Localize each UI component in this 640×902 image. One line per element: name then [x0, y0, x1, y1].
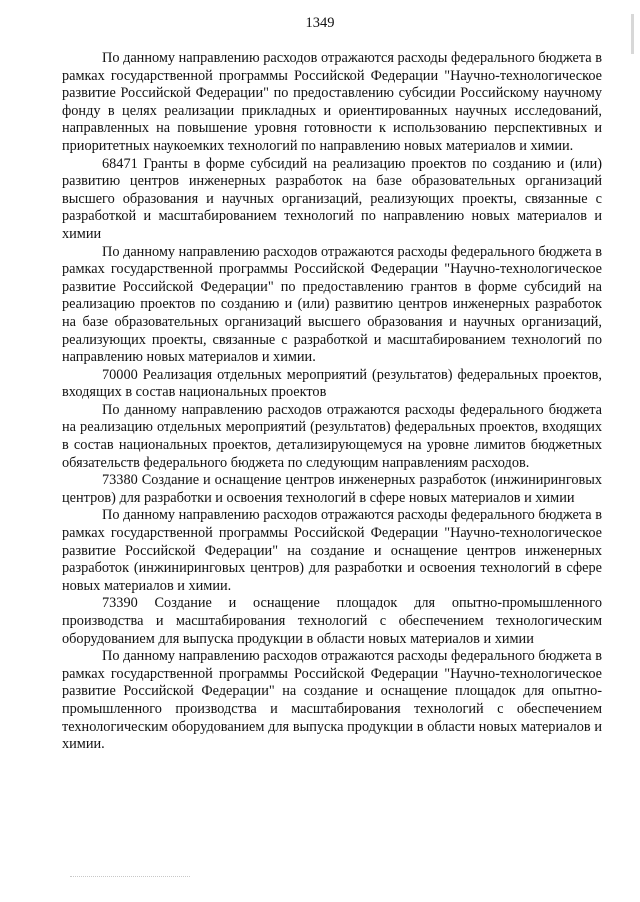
paragraph-5: По данному направлению расходов отражаются расходы федерального бюджета на реализацию отдельных мероприятий (результатов) федеральных проектов, входящих в состав национальных проектов, детализирующемуся на уровне лимитов бюджетных обязательств федерального бюджета по следующим направлениям расходов.: [62, 401, 602, 471]
document-body: [62, 50, 602, 754]
scan-artifact: [70, 876, 190, 880]
page-number: 1349: [305, 15, 335, 31]
paragraph-8-code-73390: 73390 Создание и оснащение площадок для опытно-промышленного производства и масштабирования технологий с обеспечением технологическим оборудованием для выпуска продукции в области новых материалов и химии: [62, 595, 602, 647]
paragraph-9: По данному направлению расходов отражаются расходы федерального бюджета в рамках государственной программы Российской Федерации "Научно-технологическое развитие Российской Федерации" на создание и оснащение площадок для опытно-промышленного производства и масштабирования технологий с обеспечением технологическим оборудованием для выпуска продукции в области новых материалов и химии.: [62, 648, 602, 753]
paragraph-4-code-70000: 70000 Реализация отдельных мероприятий (результатов) федеральных проектов, входящих в состав национальных проектов: [62, 366, 602, 401]
paragraph-2-code-68471: 68471 Гранты в форме субсидий на реализацию проектов по созданию и (или) развитию центров инженерных разработок на базе образовательных организаций высшего образования и научных организаций, реализующих проекты, связанные с разработкой и масштабированием технологий по направлению новых материалов и химии: [62, 155, 602, 242]
paragraph-6-code-73380: 73380 Создание и оснащение центров инженерных разработок (инжиниринговых центров) для разработки и освоения технологий в сфере новых материалов и химии: [62, 472, 602, 506]
paragraph-1: По данному направлению расходов отражаются расходы федерального бюджета в рамках государственной программы Российской Федерации "Научно-технологическое развитие Российской Федерации" по предоставлению субсидии Российскому научному фонду в целях реализации прикладных и ориентированных научных исследований, направленных на повышение уровня готовности к использованию перспективных и приоритетных наукоемких технологий по направлению новых материалов и химии.: [62, 50, 602, 154]
paragraph-7: По данному направлению расходов отражаются расходы федерального бюджета в рамках государственной программы Российской Федерации "Научно-технологическое развитие Российской Федерации" на создание и оснащение центров инженерных разработок (инжиниринговых центров) для разработки и освоения технологий в сфере новых материалов и химии.: [62, 507, 602, 594]
paragraph-3: По данному направлению расходов отражаются расходы федерального бюджета в рамках государственной программы Российской Федерации "Научно-технологическое развитие Российской Федерации" по предоставлению грантов в форме субсидий на реализацию проектов по созданию и (или) развитию центров инженерных разработок на базе образовательных организаций высшего образования и научных организаций, реализующих проекты, связанные с разработкой и масштабированием технологий по направлению новых материалов и химии.: [62, 243, 602, 366]
